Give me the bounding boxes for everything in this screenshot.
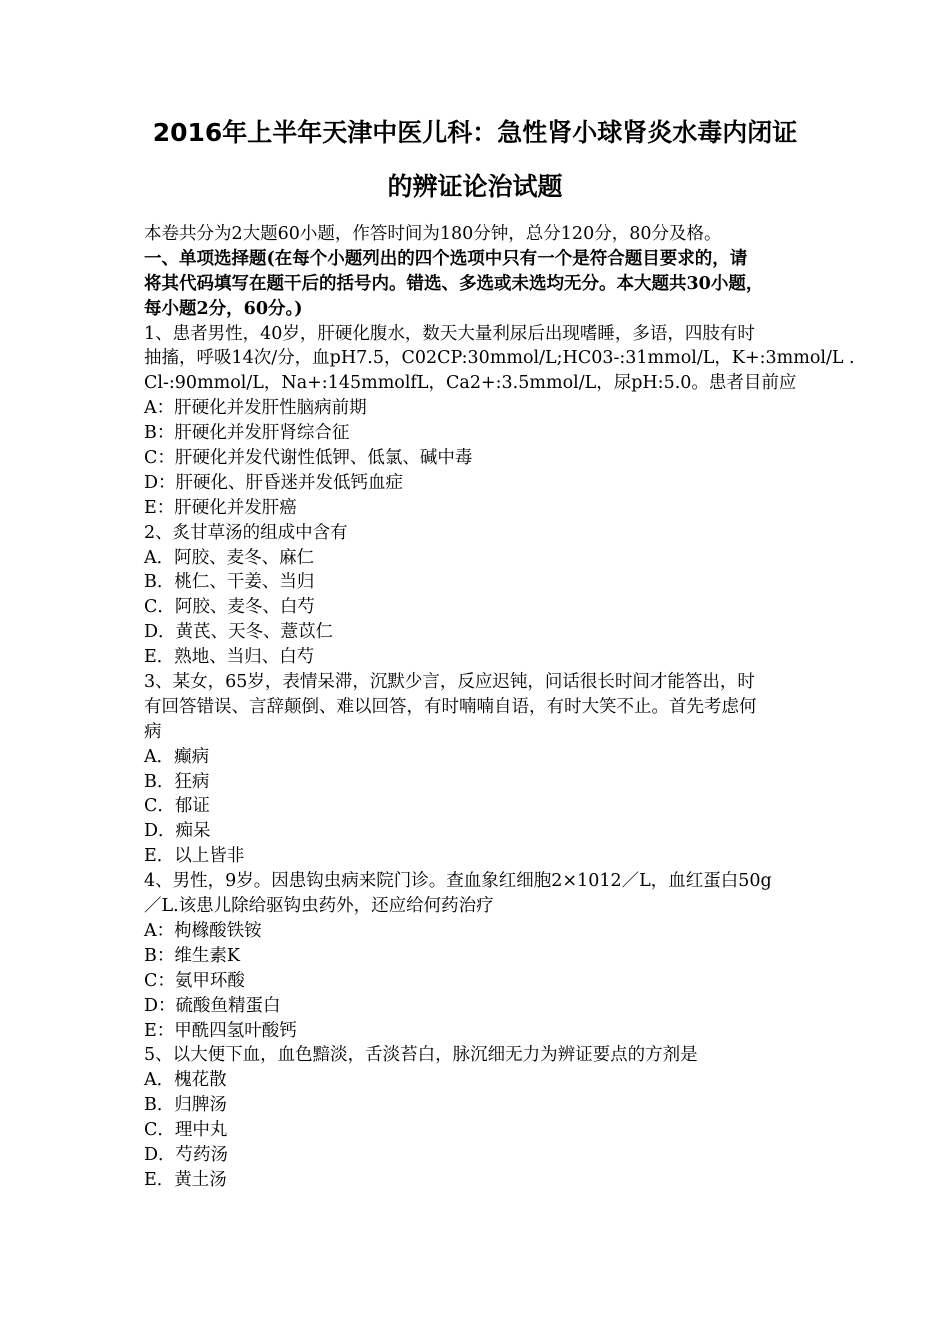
question-3 (144, 670, 814, 869)
answer-option: C：氨甲环酸 (144, 970, 245, 991)
answer-option: A：肝硬化并发肝性脑病前期 (144, 398, 367, 419)
answer-option: B．归脾汤 (144, 1095, 227, 1116)
question-stem-line: 有回答错误、言辞颠倒、难以回答，有时喃喃自语，有时大笑不止。首先考虑何 (144, 696, 757, 717)
question-4 (144, 869, 814, 1043)
question-stem-line: Cl-:90mmol/L，Na+:145mmolfL，Ca2+:3.5mmol/L，尿pH:5.0。患者目前应 (144, 373, 797, 394)
section-heading (144, 247, 814, 322)
question-stem-line: 抽搐，呼吸14次/分，血pH7.5，C02CP:30mmol/L;HC03-:31mmol/L，K+:3mmol/L . (144, 348, 855, 369)
answer-option: E．以上皆非 (144, 846, 245, 867)
question-stem-line: 2、炙甘草汤的组成中含有 (144, 522, 348, 543)
question-stem-line: 1、患者男性，40岁，肝硬化腹水，数天大量利尿后出现嗜睡，多语，四肢有时 (144, 323, 755, 344)
answer-option: A．阿胶、麦冬、麻仁 (144, 547, 315, 568)
question-2 (144, 521, 814, 670)
answer-option: B：维生素K (144, 945, 240, 966)
question-5 (144, 1043, 814, 1192)
section-heading-line: 每小题2分，60分。) (144, 298, 303, 319)
answer-option: B：肝硬化并发肝肾综合征 (144, 423, 350, 444)
answer-option: A：枸橼酸铁铵 (144, 920, 262, 941)
answer-option: A．槐花散 (144, 1070, 227, 1091)
document-title-line-2: 的辨证论治试题 (387, 172, 563, 201)
answer-option: A．癫病 (144, 746, 210, 767)
answer-option: C：肝硬化并发代谢性低钾、低氯、碱中毒 (144, 448, 473, 469)
question-1 (144, 322, 855, 521)
question-stem-line: ／L.该患儿除给驱钩虫药外，还应给何药治疗 (144, 896, 494, 917)
exam-intro: 本卷共分为2大题60小题，作答时间为180分钟，总分120分，80分及格。 (144, 224, 722, 244)
question-stem-line: 3、某女，65岁，表情呆滞，沉默少言，反应迟钝，问话很长时间才能答出，时 (144, 672, 755, 693)
answer-option: D．芍药汤 (144, 1144, 229, 1165)
answer-option: C．郁证 (144, 796, 210, 817)
answer-option: B．桃仁、干姜、当归 (144, 572, 315, 593)
answer-option: B．狂病 (144, 771, 210, 792)
document-title-line-1: 2016年上半年天津中医儿科：急性肾小球肾炎水毒内闭证 (152, 118, 798, 147)
answer-option: D．痴呆 (144, 821, 211, 842)
answer-option: E：甲酰四氢叶酸钙 (144, 1020, 297, 1041)
question-stem-line: 5、以大便下血，血色黯淡，舌淡苔白，脉沉细无力为辨证要点的方剂是 (144, 1045, 698, 1066)
question-stem-line: 病 (144, 721, 162, 742)
section-heading-line: 一、单项选择题(在每个小题列出的四个选项中只有一个是符合题目要求的，请 (144, 248, 748, 269)
answer-option: C．理中丸 (144, 1120, 228, 1141)
answer-option: D：肝硬化、肝昏迷并发低钙血症 (144, 472, 404, 493)
answer-option: E：肝硬化并发肝癌 (144, 497, 297, 518)
answer-option: E．熟地、当归、白芍 (144, 647, 315, 668)
answer-option: E．黄土汤 (144, 1169, 227, 1190)
answer-option: C．阿胶、麦冬、白芍 (144, 597, 315, 618)
question-stem-line: 4、男性，9岁。因患钩虫病来院门诊。查血象红细胞2×1012／L，血红蛋白50g (144, 871, 772, 892)
answer-option: D：硫酸鱼精蛋白 (144, 995, 281, 1016)
answer-option: D．黄芪、天冬、薏苡仁 (144, 622, 334, 643)
section-heading-line: 将其代码填写在题干后的括号内。错选、多选或未选均无分。本大题共30小题， (144, 273, 764, 294)
document-body (144, 222, 855, 1193)
